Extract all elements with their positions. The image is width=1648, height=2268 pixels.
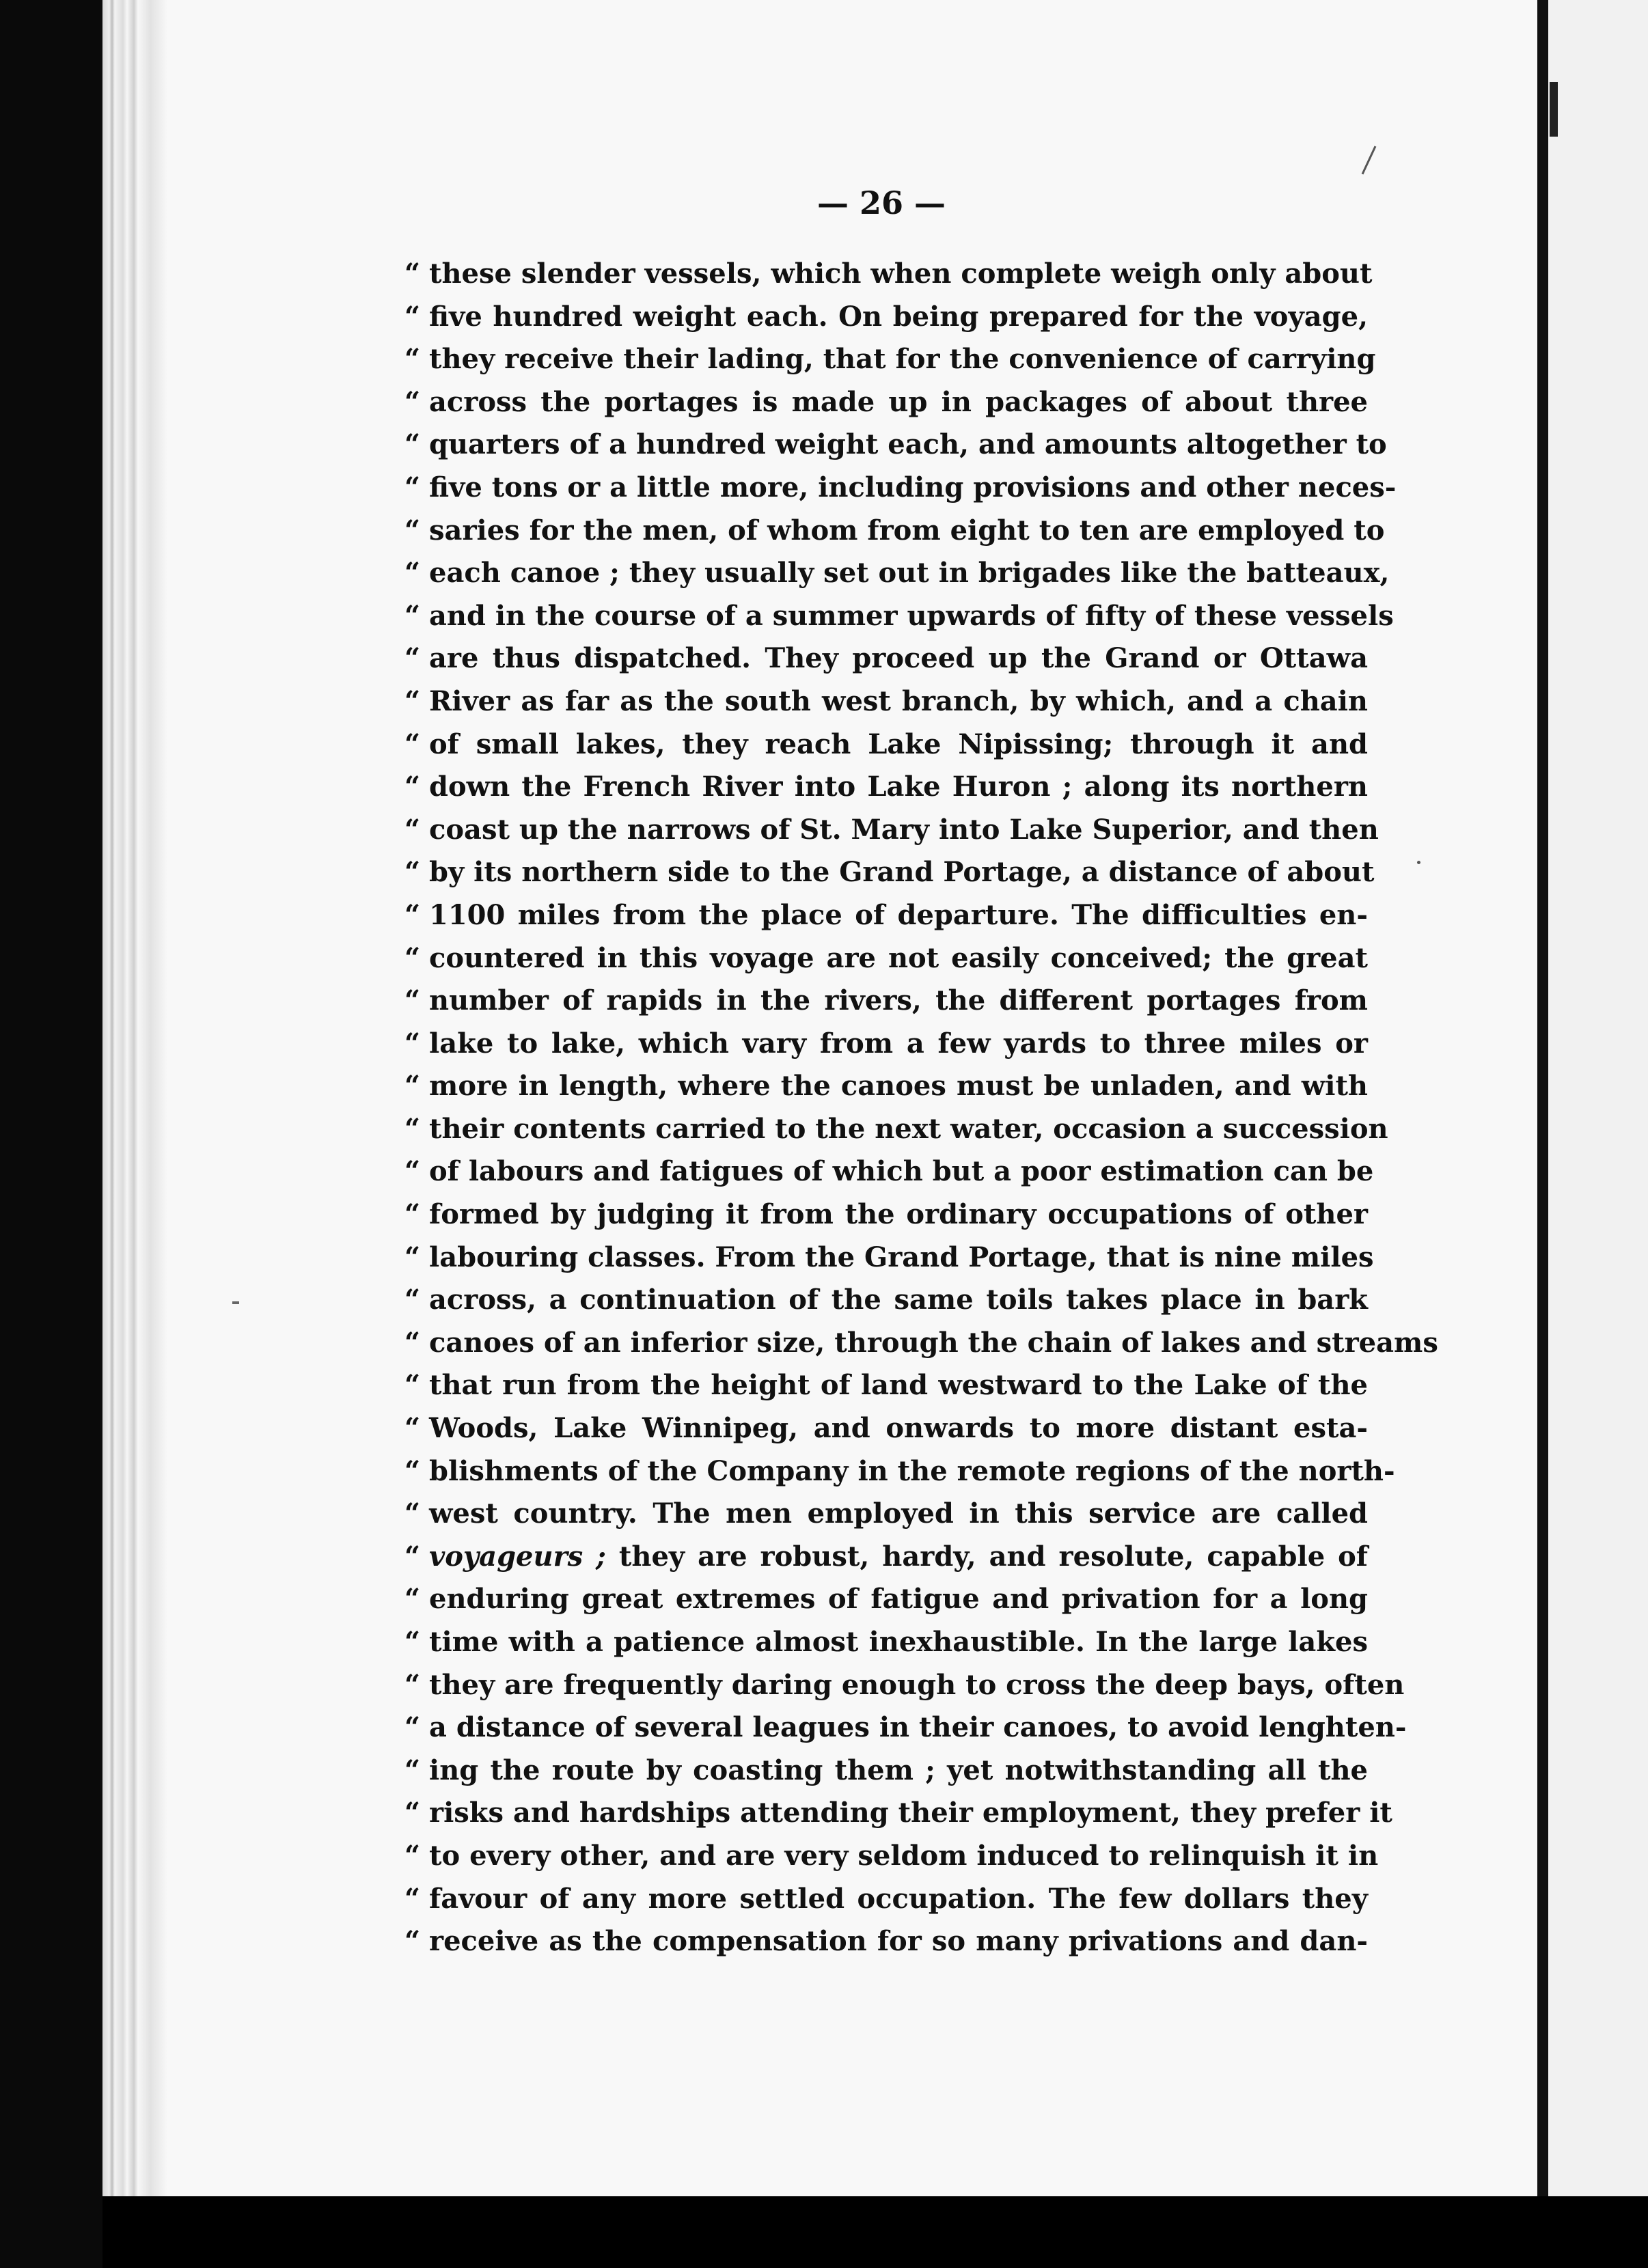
text-line xyxy=(404,1706,1407,1750)
text-line xyxy=(404,1664,1405,1707)
line-text: by its northern side to the Grand Portage, a distance of about xyxy=(429,856,1375,889)
text-line xyxy=(404,1920,1368,1963)
quote-mark: “ xyxy=(404,941,421,974)
line-text: these slender vessels, which when complete weigh only about xyxy=(429,258,1373,290)
text-line xyxy=(404,595,1394,638)
line-text: canoes of an inferior size, through the chain of lakes and streams xyxy=(429,1326,1438,1359)
line-text: they are robust, hardy, and resolute, capable of xyxy=(618,1540,1368,1573)
text-line xyxy=(404,1364,1368,1407)
quote-mark: “ xyxy=(404,1754,421,1786)
text-line xyxy=(404,1450,1395,1493)
quote-mark: “ xyxy=(404,1497,421,1530)
text-line xyxy=(404,1835,1379,1878)
text-line xyxy=(404,1493,1368,1536)
line-text: blishments of the Company in the remote regions of the north- xyxy=(429,1454,1395,1487)
text-line xyxy=(404,1750,1368,1793)
line-text: formed by judging it from the ordinary occupations of other xyxy=(429,1198,1368,1231)
quote-mark: “ xyxy=(404,1284,421,1316)
quote-mark: “ xyxy=(404,1454,421,1487)
line-text: each canoe ; they usually set out in brigades like the batteaux, xyxy=(429,557,1390,590)
line-text: are thus dispatched. They proceed up the Grand or Ottawa xyxy=(429,642,1368,675)
quote-mark: “ xyxy=(404,684,421,717)
quote-mark: “ xyxy=(404,1668,421,1701)
line-text: they receive their lading, that for the convenience of carrying xyxy=(429,343,1376,376)
line-text: ing the route by coasting them ; yet notwithstanding all the xyxy=(429,1754,1368,1786)
text-line xyxy=(404,1407,1368,1450)
quote-mark: “ xyxy=(404,300,421,333)
quote-mark: “ xyxy=(404,984,421,1017)
text-line xyxy=(404,338,1376,381)
text-line xyxy=(404,851,1375,894)
quote-mark: “ xyxy=(404,599,421,632)
text-line xyxy=(404,1193,1368,1236)
text-line xyxy=(404,296,1368,339)
line-text: time with a patience almost inexhaustible. In the large lakes xyxy=(429,1626,1368,1658)
quote-mark: “ xyxy=(404,1626,421,1658)
page-number: — 26 — xyxy=(816,184,946,221)
line-text: across the portages is made up in packages of about three xyxy=(429,385,1368,418)
text-line xyxy=(404,723,1368,766)
line-text: they are frequently daring enough to cross the deep bays, often xyxy=(429,1668,1405,1701)
book-page-edges xyxy=(102,0,167,2196)
scan-bottom-border xyxy=(102,2196,1648,2268)
text-line xyxy=(404,552,1390,595)
text-line xyxy=(404,1792,1392,1835)
page-gutter xyxy=(1537,0,1548,2196)
quote-mark: “ xyxy=(404,428,421,461)
quote-mark: “ xyxy=(404,557,421,590)
line-text: risks and hardships attending their employment, they prefer it xyxy=(429,1797,1392,1829)
text-line xyxy=(404,894,1368,937)
quote-mark: “ xyxy=(404,1540,421,1573)
quote-mark: “ xyxy=(404,1155,421,1188)
quote-mark: “ xyxy=(404,1882,421,1915)
quote-mark: “ xyxy=(404,258,421,290)
quote-mark: “ xyxy=(404,898,421,931)
line-text: down the French River into Lake Huron ; along its northern xyxy=(429,771,1368,803)
italic-term: voyageurs ; xyxy=(429,1540,606,1573)
text-line xyxy=(404,1621,1368,1664)
line-text: saries for the men, of whom from eight to ten are employed to xyxy=(429,514,1385,547)
text-line xyxy=(404,1108,1388,1151)
line-text: receive as the compensation for so many privations and dan- xyxy=(429,1925,1368,1958)
quote-mark: “ xyxy=(404,1198,421,1231)
text-line xyxy=(404,809,1379,852)
text-line xyxy=(404,980,1368,1023)
text-line xyxy=(404,467,1397,510)
scan-left-border xyxy=(0,0,102,2268)
quote-mark: “ xyxy=(404,813,421,846)
line-text: that run from the height of land westward to the Lake of the xyxy=(429,1369,1368,1402)
text-line xyxy=(404,1536,1368,1579)
quote-mark: “ xyxy=(404,1839,421,1872)
line-text: Woods, Lake Winnipeg, and onwards to more distant esta- xyxy=(429,1412,1368,1445)
quote-mark: “ xyxy=(404,1326,421,1359)
quote-mark: “ xyxy=(404,514,421,547)
line-text: a distance of several leagues in their canoes, to avoid lenghten- xyxy=(429,1711,1407,1744)
line-text: quarters of a hundred weight each, and amounts altogether to xyxy=(429,428,1387,461)
line-text: and in the course of a summer upwards of fifty of these vessels xyxy=(429,599,1394,632)
text-line xyxy=(404,1578,1368,1621)
scan-mark xyxy=(1550,82,1558,137)
quote-mark: “ xyxy=(404,1112,421,1145)
text-line xyxy=(404,1065,1368,1108)
text-line xyxy=(404,680,1368,723)
line-text: enduring great extremes of fatigue and privation for a long xyxy=(429,1583,1368,1616)
quote-mark: “ xyxy=(404,1925,421,1958)
quote-mark: “ xyxy=(404,1797,421,1829)
line-text: across, a continuation of the same toils takes place in bark xyxy=(429,1284,1368,1316)
text-line xyxy=(404,1279,1368,1322)
quote-mark: “ xyxy=(404,1369,421,1402)
quote-mark: “ xyxy=(404,343,421,376)
line-text: five tons or a little more, including provisions and other neces- xyxy=(429,471,1397,503)
ink-speck xyxy=(1417,861,1420,864)
quote-mark: “ xyxy=(404,1241,421,1273)
quote-mark: “ xyxy=(404,1070,421,1103)
text-line xyxy=(404,1023,1368,1066)
text-line xyxy=(404,1878,1368,1921)
line-text: number of rapids in the rivers, the different portages from xyxy=(429,984,1368,1017)
line-text: their contents carried to the next water, occasion a succession xyxy=(429,1112,1388,1145)
line-text: River as far as the south west branch, by which, and a chain xyxy=(429,684,1368,717)
text-line xyxy=(404,424,1387,467)
line-text: west country. The men employed in this service are called xyxy=(429,1497,1368,1530)
quote-mark: “ xyxy=(404,385,421,418)
text-line xyxy=(404,1150,1374,1193)
text-line xyxy=(404,637,1368,680)
line-text: 1100 miles from the place of departure. The difficulties en- xyxy=(429,898,1368,931)
quote-mark: “ xyxy=(404,856,421,889)
line-text: of small lakes, they reach Lake Nipissing; through it and xyxy=(429,728,1368,760)
quote-mark: “ xyxy=(404,1412,421,1445)
text-line xyxy=(404,1236,1374,1280)
line-text: lake to lake, which vary from a few yards to three miles or xyxy=(429,1027,1368,1060)
ink-speck xyxy=(232,1301,239,1304)
text-line xyxy=(404,253,1373,296)
body-text xyxy=(404,253,1438,1963)
text-line xyxy=(404,937,1368,980)
line-text: labouring classes. From the Grand Portage, that is nine miles xyxy=(429,1241,1374,1273)
text-line xyxy=(404,510,1385,553)
quote-mark: “ xyxy=(404,728,421,760)
line-text: to every other, and are very seldom induced to relinquish it in xyxy=(429,1839,1379,1872)
quote-mark: “ xyxy=(404,1583,421,1616)
line-text: five hundred weight each. On being prepared for the voyage, xyxy=(429,300,1368,333)
quote-mark: “ xyxy=(404,1711,421,1744)
text-line xyxy=(404,381,1368,424)
quote-mark: “ xyxy=(404,1027,421,1060)
quote-mark: “ xyxy=(404,771,421,803)
quote-mark: “ xyxy=(404,642,421,675)
line-text: more in length, where the canoes must be unladen, and with xyxy=(429,1070,1368,1103)
line-text: of labours and fatigues of which but a poor estimation can be xyxy=(429,1155,1374,1188)
line-text: countered in this voyage are not easily conceived; the great xyxy=(429,941,1368,974)
next-page-edge xyxy=(1548,0,1648,2196)
line-text: coast up the narrows of St. Mary into Lake Superior, and then xyxy=(429,813,1379,846)
line-text: favour of any more settled occupation. The few dollars they xyxy=(429,1882,1368,1915)
quote-mark: “ xyxy=(404,471,421,503)
text-line xyxy=(404,1322,1438,1365)
text-line xyxy=(404,766,1368,809)
